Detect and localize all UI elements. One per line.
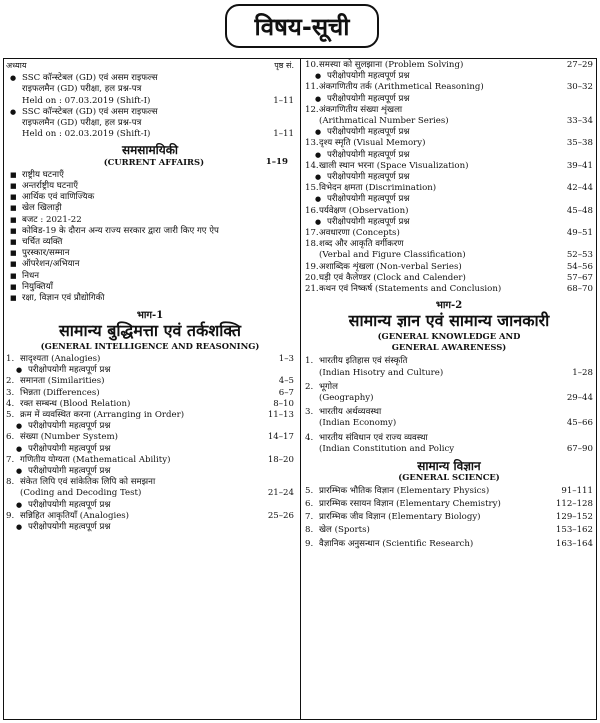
- exam-paper-date: Held on : 07.03.2019 (Shift-I): [22, 95, 151, 106]
- chapter-title: संकेत लिपि एवं सांकेतिक लिपि को समझना: [20, 477, 156, 488]
- chapter-number: 16.: [305, 205, 319, 216]
- left-column: [6, 60, 294, 533]
- chapter-item: [305, 284, 593, 295]
- chapter-title: अशाब्दिक शृंखला (Non-verbal Series): [319, 261, 462, 272]
- chapter-row: [319, 444, 593, 455]
- chapter-item: [6, 354, 294, 365]
- chapter-row: [319, 486, 593, 497]
- chapter-row: [319, 525, 593, 536]
- chapter-title: खाली स्थान भरना (Space Visualization): [319, 160, 469, 171]
- current-affairs-sub: (CURRENT AFFAIRS): [103, 157, 205, 168]
- chapter-row: [319, 206, 593, 217]
- current-affairs-title: समसामयिकी: [121, 143, 179, 158]
- important-questions-item: ● परीक्षोपयोगी महत्वपूर्ण प्रश्न: [305, 150, 593, 161]
- right-column: [305, 60, 593, 552]
- chapter-row: [319, 368, 593, 379]
- chapter-item: [305, 161, 593, 172]
- chapter-page: 4–5: [278, 376, 294, 387]
- chapter-number: 11.: [305, 82, 319, 93]
- chapter-number: 14.: [305, 160, 319, 171]
- chapter-row: [319, 499, 593, 510]
- chapter-item: [305, 273, 593, 284]
- important-questions-item: ● परीक्षोपयोगी महत्वपूर्ण प्रश्न: [305, 127, 593, 138]
- chapter-page: 42–44: [566, 183, 593, 194]
- chapter-row: [319, 116, 593, 127]
- chapter-page: 57–67: [566, 272, 593, 283]
- part2-title: सामान्य ज्ञान एवं सामान्य जानकारी: [348, 311, 550, 331]
- chapter-title: दृश्य स्मृति (Visual Memory): [319, 138, 426, 149]
- chapter-number: 2.: [305, 381, 314, 392]
- chapter-row: [20, 455, 294, 466]
- gk-chapter-item: [305, 433, 593, 455]
- chapter-row: [20, 399, 294, 410]
- exam-paper-page: 1–11: [273, 95, 294, 106]
- chapter-page: 27–29: [566, 60, 593, 70]
- column-divider: [300, 58, 301, 720]
- chapter-row: [319, 262, 593, 273]
- current-affairs-item: ■ बजट : 2021-22: [6, 215, 294, 226]
- chapter-page: 91–111: [561, 485, 593, 496]
- chapter-title: विभेदन क्षमता (Discrimination): [319, 183, 437, 194]
- chapter-page: 1–3: [278, 353, 294, 364]
- gk-chapter-item: [305, 407, 593, 429]
- chapter-item: [6, 455, 294, 466]
- chapter-title: भारतीय संविधान एवं राज्य व्यवस्था: [319, 432, 428, 443]
- chapter-number: 3.: [305, 407, 314, 418]
- chapter-row: [20, 354, 294, 365]
- header-page: पृष्ठ सं.: [274, 61, 294, 70]
- chapter-title: अंकगणितीय तर्क (Arithmetical Reasoning): [319, 82, 484, 93]
- science-chapter-item: [305, 539, 593, 550]
- chapter-page: 8–10: [273, 398, 294, 409]
- chapter-number: 19.: [305, 261, 319, 272]
- chapter-title: प्रारम्भिक जीव विज्ञान (Elementary Biology): [319, 512, 481, 523]
- chapter-number: 20.: [305, 272, 319, 283]
- exam-paper-row: [22, 129, 294, 140]
- chapter-row: [20, 488, 294, 499]
- chapter-title: क्रम में व्यवस्थित करना (Arranging in Order): [20, 409, 185, 420]
- chapter-number: 2.: [6, 376, 15, 387]
- chapter-number: 12.: [305, 104, 319, 115]
- important-questions-item: ● परीक्षोपयोगी महत्वपूर्ण प्रश्न: [305, 194, 593, 205]
- current-affairs-item: ■ खेल खिलाड़ी: [6, 203, 294, 214]
- chapter-page: 163–164: [555, 538, 593, 549]
- current-affairs-page: 1–19: [265, 156, 288, 167]
- chapter-number: 18.: [305, 239, 319, 250]
- chapter-page: 67–90: [566, 443, 593, 454]
- chapter-number: 6.: [305, 499, 314, 509]
- chapter-item: [6, 477, 294, 499]
- chapter-title: अंकगणितीय संख्या शृंखला: [319, 104, 403, 115]
- chapter-item: [6, 432, 294, 443]
- chapter-page: 25–26: [267, 510, 294, 521]
- chapter-number: 9.: [6, 510, 15, 521]
- part1-title: सामान्य बुद्धिमत्ता एवं तर्कशक्ति: [58, 321, 242, 341]
- chapter-item: [305, 105, 593, 127]
- chapter-number: 21.: [305, 284, 319, 295]
- chapter-number: 9.: [305, 538, 314, 549]
- chapter-item: [305, 262, 593, 273]
- chapter-title: भारतीय अर्थव्यवस्था: [319, 407, 382, 418]
- chapter-page: 39–41: [566, 160, 593, 171]
- header-chapter: अध्याय: [6, 61, 27, 70]
- chapter-subtitle: (Indian Economy): [319, 418, 397, 429]
- chapter-row: [319, 250, 593, 261]
- chapter-page: 45–66: [566, 418, 593, 429]
- chapter-page: 18–20: [267, 454, 294, 465]
- current-affairs-item: ■ निधन: [6, 271, 294, 282]
- chapter-number: 15.: [305, 183, 319, 194]
- chapter-row: [319, 273, 593, 284]
- chapter-subtitle: (Verbal and Figure Classification): [319, 250, 466, 261]
- current-affairs-item: ■ रक्षा, विज्ञान एवं प्रौद्योगिकी: [6, 293, 294, 304]
- chapter-subtitle: (Indian Hisotry and Culture): [319, 367, 444, 378]
- chapter-number: 8.: [305, 525, 314, 536]
- important-questions-item: ● परीक्षोपयोगी महत्वपूर्ण प्रश्न: [305, 172, 593, 183]
- gk-chapter-item: [305, 382, 593, 404]
- important-questions-item: ● परीक्षोपयोगी महत्वपूर्ण प्रश्न: [6, 522, 294, 533]
- chapter-title: सादृश्यता (Analogies): [20, 353, 101, 364]
- chapter-page: 21–24: [267, 488, 294, 499]
- chapter-page: 11–13: [267, 409, 294, 420]
- chapter-page: 112–128: [555, 499, 593, 509]
- current-affairs-item: ■ नियुक्तियाँ: [6, 282, 294, 293]
- chapter-item: [305, 82, 593, 93]
- column-header: [6, 60, 294, 71]
- chapter-subtitle: (Coding and Decoding Test): [20, 488, 142, 499]
- chapter-row: [319, 138, 593, 149]
- chapter-item: [305, 60, 593, 71]
- chapter-page: 153–162: [555, 525, 593, 536]
- chapter-row: [319, 183, 593, 194]
- exam-paper-line: राइफलमैन (GD) परीक्षा, हल प्रश्न-पत्र: [22, 84, 142, 95]
- important-questions-item: ● परीक्षोपयोगी महत्वपूर्ण प्रश्न: [305, 71, 593, 82]
- chapter-subtitle: (Geography): [319, 393, 374, 404]
- current-affairs-item: ■ अन्तर्राष्ट्रीय घटनाएँ: [6, 181, 294, 192]
- exam-paper-row: [22, 96, 294, 107]
- current-affairs-item: ■ चर्चित व्यक्ति: [6, 237, 294, 248]
- science-title: सामान्य विज्ञान: [417, 459, 481, 474]
- chapter-number: 1.: [6, 353, 15, 364]
- chapter-title: रक्त सम्बन्ध (Blood Relation): [20, 398, 131, 409]
- science-chapter-item: [305, 512, 593, 523]
- chapter-page: 33–34: [566, 116, 593, 127]
- exam-paper-page: 1–11: [273, 129, 294, 140]
- chapter-page: 35–38: [566, 138, 593, 149]
- chapter-title: समानता (Similarities): [20, 376, 105, 387]
- chapter-row: [319, 393, 593, 404]
- chapter-title: सन्निहित आकृतियाँ (Analogies): [20, 510, 130, 521]
- chapter-title: भूगोल: [319, 381, 338, 392]
- exam-paper-line: राइफलमैन (GD) परीक्षा, हल प्रश्न-पत्र: [22, 118, 142, 129]
- science-chapter-item: [305, 525, 593, 536]
- chapter-item: [305, 239, 593, 261]
- chapter-title: भिन्नता (Differences): [20, 387, 100, 398]
- chapter-row: [20, 388, 294, 399]
- part1-english: (GENERAL INTELLIGENCE AND REASONING): [40, 341, 260, 352]
- exam-paper-item: [6, 73, 294, 107]
- important-questions-item: ● परीक्षोपयोगी महत्वपूर्ण प्रश्न: [6, 444, 294, 455]
- chapter-number: 1.: [305, 356, 314, 367]
- chapter-page: 68–70: [566, 284, 593, 295]
- important-questions-item: ● परीक्षोपयोगी महत्वपूर्ण प्रश्न: [6, 466, 294, 477]
- chapter-row: [319, 539, 593, 550]
- chapter-subtitle: (Arithmatical Number Series): [319, 116, 449, 127]
- important-questions-item: ● परीक्षोपयोगी महत्वपूर्ण प्रश्न: [305, 94, 593, 105]
- chapter-title: प्रारम्भिक रसायन विज्ञान (Elementary Chemistry): [319, 499, 501, 509]
- exam-paper-line: ● SSC कॉन्स्टेबल (GD) एवं असम राइफल्स: [22, 73, 158, 84]
- chapter-title: संख्या (Number System): [20, 432, 118, 443]
- part2-label: भाग-2: [435, 300, 463, 312]
- chapter-number: 7.: [305, 512, 314, 523]
- exam-paper-item: [6, 107, 294, 141]
- chapter-title: घड़ी एवं कैलेण्डर (Clock and Calender): [319, 272, 466, 283]
- chapter-title: गणितीय योग्यता (Mathematical Ability): [20, 454, 171, 465]
- chapter-page: 30–32: [566, 82, 593, 93]
- chapter-item: [305, 183, 593, 194]
- chapter-row: [319, 161, 593, 172]
- chapter-item: [6, 399, 294, 410]
- chapter-page: 14–17: [267, 432, 294, 443]
- gk-chapter-item: [305, 356, 593, 378]
- chapter-title: पर्यवेक्षण (Observation): [319, 205, 409, 216]
- chapter-page: 29–44: [566, 393, 593, 404]
- current-affairs-item: ■ पुरस्कार/सम्मान: [6, 248, 294, 259]
- chapter-number: 13.: [305, 138, 319, 149]
- chapter-title: प्रारम्भिक भौतिक विज्ञान (Elementary Physics): [319, 485, 490, 496]
- current-affairs-sub-row: [6, 157, 294, 168]
- chapter-number: 5.: [305, 485, 314, 496]
- chapter-item: [6, 376, 294, 387]
- science-chapter-item: [305, 486, 593, 497]
- chapter-row: [319, 82, 593, 93]
- chapter-row: [319, 418, 593, 429]
- chapter-page: 54–56: [566, 261, 593, 272]
- important-questions-item: ● परीक्षोपयोगी महत्वपूर्ण प्रश्न: [305, 217, 593, 228]
- chapter-item: [6, 388, 294, 399]
- chapter-row: [20, 432, 294, 443]
- current-affairs-item: ■ ऑपरेशन/अभियान: [6, 259, 294, 270]
- important-questions-item: ● परीक्षोपयोगी महत्वपूर्ण प्रश्न: [6, 421, 294, 432]
- part1-label: भाग-1: [136, 310, 164, 322]
- science-english: (GENERAL SCIENCE): [398, 472, 500, 483]
- chapter-page: 6–7: [278, 387, 294, 398]
- chapter-item: [305, 138, 593, 149]
- exam-paper-date: Held on : 02.03.2019 (Shift-I): [22, 129, 151, 140]
- science-chapter-item: [305, 499, 593, 510]
- chapter-row: [319, 228, 593, 239]
- chapter-title: शब्द और आकृति वर्गीकरण: [319, 239, 404, 250]
- chapter-page: 52–53: [566, 250, 593, 261]
- chapter-number: 6.: [6, 432, 15, 443]
- chapter-page: 1–28: [572, 367, 593, 378]
- important-questions-item: ● परीक्षोपयोगी महत्वपूर्ण प्रश्न: [6, 500, 294, 511]
- chapter-number: 17.: [305, 228, 319, 239]
- chapter-title: कथन एवं निष्कर्ष (Statements and Conclusion): [319, 284, 502, 295]
- chapter-page: 129–152: [555, 512, 593, 523]
- chapter-row: [319, 284, 593, 295]
- chapter-row: [20, 511, 294, 522]
- chapter-number: 4.: [6, 398, 15, 409]
- chapter-row: [319, 512, 593, 523]
- chapter-number: 5.: [6, 409, 15, 420]
- chapter-row: [319, 60, 593, 71]
- chapter-title: समस्या को सुलझाना (Problem Solving): [319, 60, 464, 70]
- important-questions-item: ● परीक्षोपयोगी महत्वपूर्ण प्रश्न: [6, 365, 294, 376]
- current-affairs-item: ■ कोविड-19 के दौरान अन्य राज्य सरकार द्वारा जारी किए गए ऐप: [6, 226, 294, 237]
- chapter-number: 7.: [6, 454, 15, 465]
- chapter-number: 8.: [6, 477, 15, 488]
- current-affairs-item: ■ राष्ट्रीय घटनाएँ: [6, 170, 294, 181]
- chapter-page: 49–51: [566, 228, 593, 239]
- chapter-number: 10.: [305, 60, 319, 70]
- chapter-page: 45–48: [566, 205, 593, 216]
- chapter-number: 3.: [6, 387, 15, 398]
- current-affairs-item: ■ आर्थिक एवं वाणिज्यिक: [6, 192, 294, 203]
- chapter-item: [6, 410, 294, 421]
- chapter-subtitle: (Indian Constitution and Policy: [319, 443, 455, 454]
- chapter-item: [305, 228, 593, 239]
- chapter-row: [20, 410, 294, 421]
- part2-english-2: GENERAL AWARENESS): [391, 341, 507, 352]
- chapter-item: [6, 511, 294, 522]
- chapter-title: वैज्ञानिक अनुसन्धान (Scientific Research): [319, 538, 474, 549]
- chapter-title: खेल (Sports): [319, 525, 370, 536]
- chapter-number: 4.: [305, 432, 314, 443]
- part2-english-1: (GENERAL KNOWLEDGE AND: [377, 331, 521, 342]
- chapter-item: [305, 206, 593, 217]
- chapter-row: [20, 376, 294, 387]
- page-title: विषय-सूची: [225, 4, 379, 48]
- chapter-title: अवधारणा (Concepts): [319, 228, 400, 239]
- exam-paper-line: ● SSC कॉन्स्टेबल (GD) एवं असम राइफल्स: [22, 106, 158, 117]
- chapter-title: भारतीय इतिहास एवं संस्कृति: [319, 356, 408, 367]
